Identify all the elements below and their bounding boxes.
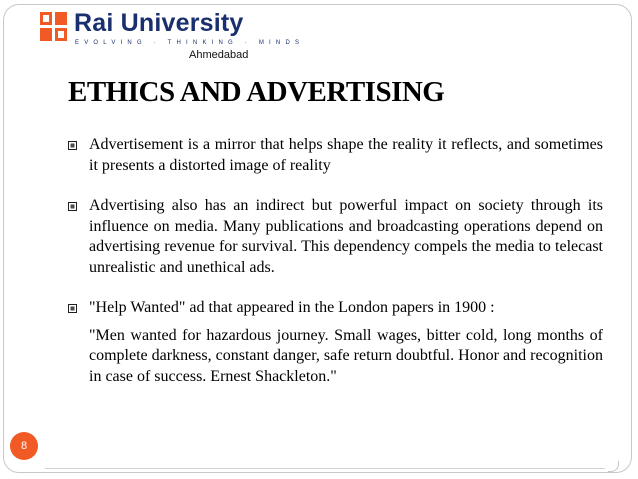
square-bullet-icon [68, 202, 77, 211]
university-logo [40, 9, 305, 61]
bullet-item [68, 196, 603, 278]
shackleton-quote: "Men wanted for hazardous journey. Small wages, bitter cold, long months of complete darkness, constant danger, safe return doubtful. Honor and recognition in case of success. Ernest Shackleton." [89, 326, 603, 385]
square-bullet-icon [68, 141, 77, 150]
slide-title: ETHICS AND ADVERTISING [68, 76, 445, 108]
page-number-badge: 8 [10, 432, 38, 460]
logo-campus: Ahmedabad [189, 49, 249, 61]
rai-university-logo-icon [40, 12, 68, 42]
bullet-item [68, 298, 603, 387]
bullet-text: Advertising also has an indirect but powerful impact on society through its influence on media. Many publications and broadcasting operations depend on advertising revenue for survival. This dependency compels the media to telecast unrealistic and unethical ads. [89, 197, 603, 276]
bullet-text: "Help Wanted" ad that appeared in the London papers in 1900 : [89, 299, 495, 316]
bullet-text: Advertisement is a mirror that helps shape the reality it reflects, and sometimes it presents a distorted image of reality [89, 136, 603, 174]
bullet-list [68, 135, 603, 387]
square-bullet-icon [68, 304, 77, 313]
logo-tagline: EVOLVING · THINKING · MINDS [75, 40, 305, 46]
bullet-item [68, 135, 603, 176]
logo-name: Rai University [74, 9, 244, 37]
frame-divider [45, 468, 605, 469]
